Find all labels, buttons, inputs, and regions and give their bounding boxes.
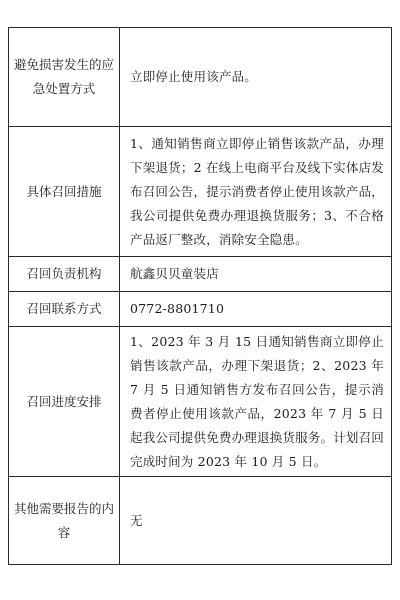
row-label-contact: 召回联系方式 bbox=[9, 292, 120, 327]
table-row-recall-measures bbox=[9, 127, 392, 257]
row-value-emergency-handling: 立即停止使用该产品。 bbox=[120, 28, 392, 127]
table-row-emergency-handling bbox=[9, 28, 392, 127]
row-value-recall-measures: 1、通知销售商立即停止销售该款产品，办理下架退货；2 在线上电商平台及线下实体店发布召回公告，提示消费者停止使用该款产品，我公司提供免费办理退换货服务；3、不合格产品返厂整改，消除安全隐患。 bbox=[120, 127, 392, 257]
table-row-other-content bbox=[9, 477, 392, 565]
row-label-recall-measures: 具体召回措施 bbox=[9, 127, 120, 257]
row-label-schedule: 召回进度安排 bbox=[9, 327, 120, 477]
table-row-responsible-org bbox=[9, 257, 392, 292]
row-label-other-content: 其他需要报告的内容 bbox=[9, 477, 120, 565]
row-value-responsible-org: 航鑫贝贝童装店 bbox=[120, 257, 392, 292]
row-label-responsible-org: 召回负责机构 bbox=[9, 257, 120, 292]
row-value-contact: 0772-8801710 bbox=[120, 292, 392, 327]
row-label-emergency-handling: 避免损害发生的应急处置方式 bbox=[9, 28, 120, 127]
recall-info-table bbox=[8, 27, 392, 565]
table-row-contact bbox=[9, 292, 392, 327]
row-value-other-content: 无 bbox=[120, 477, 392, 565]
table-row-schedule bbox=[9, 327, 392, 477]
row-value-schedule: 1、2023 年 3 月 15 日通知销售商立即停止销售该款产品，办理下架退货；2、2023 年 7 月 5 日通知销售方发布召回公告，提示消费者停止使用该款产品，2023 年 7 月 5 日起我公司提供免费办理退换货服务。计划召回完成时间为 2023 年 10 月 5 日。 bbox=[120, 327, 392, 477]
